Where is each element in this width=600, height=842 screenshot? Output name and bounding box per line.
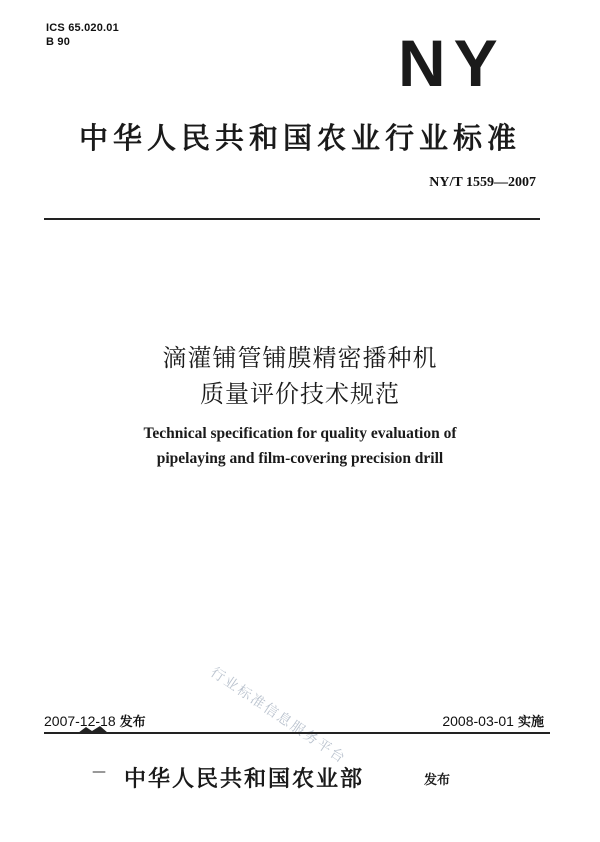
ics-code: ICS 65.020.01 xyxy=(46,22,119,34)
chinese-title-line-1: 滴灌铺管铺膜精密播种机 xyxy=(162,344,438,372)
implement-label: 实施 xyxy=(517,715,544,730)
implement-date-value: 2008-03-01 xyxy=(442,713,514,729)
footer-divider xyxy=(44,732,550,734)
english-title-line-1: Technical specification for quality evaluation of xyxy=(143,425,457,442)
classification-codes xyxy=(46,21,119,49)
implement-date xyxy=(442,711,544,730)
issuer-dash: — xyxy=(92,764,106,780)
ccs-code: B 90 xyxy=(46,36,71,48)
publish-label: 发布 xyxy=(119,715,146,730)
issuing-authority: 中华人民共和国农业部 xyxy=(124,767,365,792)
divider-mark-shape xyxy=(78,725,108,735)
issuer-label: 发布 xyxy=(424,773,451,788)
standard-number: NY/T 1559—2007 xyxy=(429,175,536,190)
ny-logo: NY xyxy=(398,26,506,100)
english-title-line-2: pipelaying and film-covering precision drill xyxy=(156,450,444,467)
publish-date-value: 2007-12-18 xyxy=(44,713,116,729)
standard-category-title: 中华人民共和国农业行业标准 xyxy=(78,121,521,155)
watermark-text: 行业标准信息服务平台 xyxy=(207,664,349,768)
header-divider xyxy=(44,218,540,220)
divider-mark xyxy=(78,724,108,738)
chinese-title-line-2: 质量评价技术规范 xyxy=(200,380,400,408)
